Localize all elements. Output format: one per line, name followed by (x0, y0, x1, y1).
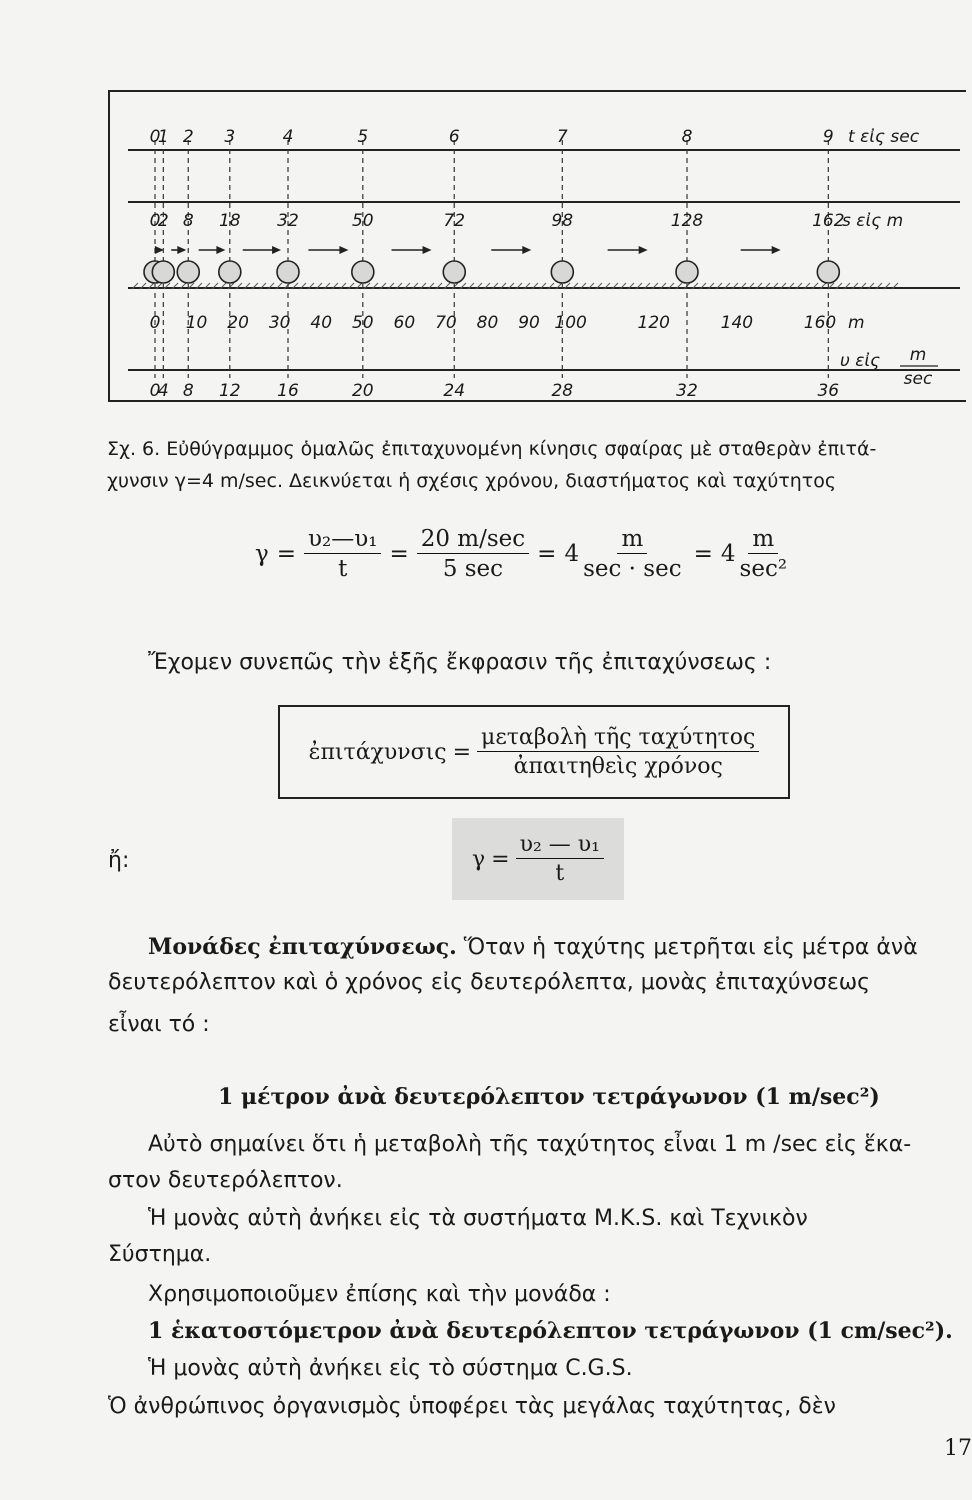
ruler-tick-label: 20 (227, 313, 249, 333)
distance-tick-label: 50 (351, 211, 374, 231)
equals-sign: = (452, 739, 472, 765)
time-tick-label: 0 (149, 127, 161, 147)
arrow-head (177, 246, 186, 254)
time-tick-label: 8 (681, 127, 693, 147)
sphere (219, 261, 241, 283)
ruler-tick-label: 140 (720, 313, 754, 333)
ruler-tick-label: 10 (185, 313, 208, 333)
acceleration-equation (255, 526, 791, 583)
page-number: 17 (944, 1436, 972, 1461)
fraction-numerator: 20 m/sec (417, 526, 529, 554)
fraction-numerator: υ₂—υ₁ (304, 526, 381, 554)
unit-cgs-definition: 1 ἑκατοστόμετρον ἀνὰ δευτερόλεπτον τετράγωνον (1 cm/sec²). (148, 1318, 953, 1344)
velocity-tick-label: 16 (277, 381, 299, 401)
equals-sign: = (276, 541, 297, 568)
ruler-unit-label: m (848, 313, 865, 333)
sphere (177, 261, 199, 283)
formula-numerator: υ₂ — υ₁ (516, 832, 604, 859)
ruler-tick-label: 50 (351, 313, 374, 333)
velocity-tick-label: 8 (182, 381, 194, 401)
sphere (152, 261, 174, 283)
mks-line-2: Σύστημα. (108, 1242, 212, 1267)
distance-tick-label: 72 (443, 211, 466, 231)
acceleration-formula-box (452, 818, 624, 900)
units-heading: Μονάδες ἐπιταχύνσεως. (148, 934, 457, 960)
units-paragraph-line-1 (148, 934, 918, 960)
meaning-line-1: Αὐτὸ σημαίνει ὅτι ἡ μεταβολὴ τῆς ταχύτητος εἶναι 1 m /sec εἰς ἕκα- (148, 1132, 912, 1157)
velocity-tick-label: 24 (443, 381, 466, 401)
arrow-head (423, 246, 432, 254)
velocity-tick-label: 4 (157, 381, 169, 401)
fraction-numerator: m (617, 526, 647, 554)
definition-numerator: μεταβολὴ τῆς ταχύτητος (477, 725, 759, 752)
time-tick-label: 2 (182, 127, 194, 147)
fraction-velocity-change (304, 526, 381, 583)
distance-tick-label: 8 (182, 211, 194, 231)
arrow-head (155, 246, 164, 254)
definition-lhs: ἐπιτάχυνσις (308, 739, 447, 765)
motion-figure (0, 0, 966, 410)
time-tick-label: 7 (556, 127, 568, 147)
ruler-tick-label: 80 (476, 313, 499, 333)
velocity-unit-prefix: υ εἰς (840, 351, 881, 371)
distance-tick-label: 98 (551, 211, 574, 231)
units-paragraph-line-3: εἶναι τό : (108, 1012, 210, 1037)
velocity-unit-numerator: m (909, 345, 927, 365)
equals-sign: = (389, 541, 409, 568)
velocity-tick-label: 0 (149, 381, 161, 401)
distance-tick-label: 2 (157, 211, 169, 231)
ruler-tick-label: 40 (310, 313, 333, 333)
time-tick-label: 4 (282, 127, 294, 147)
time-tick-label: 5 (357, 127, 369, 147)
arrow-head (272, 246, 281, 254)
intro-line: Ἔχομεν συνεπῶς τὴν ἑξῆς ἔκφρασιν τῆς ἐπιταχύνσεως : (148, 650, 772, 675)
velocity-unit-denominator: sec (903, 369, 933, 389)
distance-tick-label: 128 (670, 211, 704, 231)
sphere (817, 261, 839, 283)
fraction-denominator: sec² (739, 556, 788, 583)
fraction-numeric (417, 526, 529, 583)
units-line-1-text: Ὅταν ἡ ταχύτης μετρῆται εἰς μέτρα ἀνὰ (456, 935, 918, 960)
definition-denominator: ἀπαιτηθεὶς χρόνος (513, 754, 723, 779)
fraction-numerator: m (748, 526, 778, 554)
figure-caption-line-1: Σχ. 6. Εὐθύγραμμος ὁμαλῶς ἐπιταχυνομένη κίνησις σφαίρας μὲ σταθερὰν ἐπιτά- (107, 438, 877, 460)
ruler-tick-label: 0 (149, 313, 161, 333)
meaning-line-2: στον δευτερόλεπτον. (108, 1168, 343, 1193)
formula-fraction (516, 832, 604, 887)
figure-caption-line-2: χυνσιν γ=4 m/sec. Δεικνύεται ἡ σχέσις χρόνου, διαστήματος καὶ ταχύτητος (107, 470, 837, 492)
velocity-tick-label: 36 (817, 381, 840, 401)
cgs-line: Ἡ μονὰς αὐτὴ ἀνήκει εἰς τὸ σύστημα C.G.S. (148, 1356, 633, 1381)
fraction-unit-product (579, 526, 686, 583)
ruler-tick-label: 90 (518, 313, 540, 333)
coefficient: 4 (564, 541, 580, 568)
time-unit-label: t εἰς sec (848, 127, 920, 147)
velocity-tick-label: 28 (551, 381, 574, 401)
arrow-head (339, 246, 348, 254)
mks-line-1: Ἡ μονὰς αὐτὴ ἀνήκει εἰς τὰ συστήματα M.K.S. καὶ Τεχνικὸν (148, 1206, 808, 1231)
distance-tick-label: 18 (218, 211, 241, 231)
distance-tick-label: 0 (149, 211, 161, 231)
coefficient: 4 (720, 541, 736, 568)
arrow-head (522, 246, 531, 254)
sphere (352, 261, 374, 283)
arrow-head (639, 246, 648, 254)
ruler-tick-label: 30 (268, 313, 291, 333)
time-tick-label: 6 (448, 127, 460, 147)
time-tick-label: 1 (157, 127, 169, 147)
ruler-tick-label: 100 (554, 313, 587, 333)
also-line: Χρησιμοποιοῦμεν ἐπίσης καὶ τὴν μονάδα : (148, 1282, 611, 1307)
sphere (443, 261, 465, 283)
equals-sign: = (693, 541, 713, 568)
sphere (551, 261, 573, 283)
sphere (277, 261, 299, 283)
velocity-tick-label: 12 (218, 381, 241, 401)
fraction-denominator: 5 sec (442, 556, 504, 583)
fraction-denominator: t (338, 556, 348, 583)
velocity-tick-label: 32 (676, 381, 698, 401)
unit-mks-definition: 1 μέτρον ἀνὰ δευτερόλεπτον τετράγωνον (1 m/sec²) (218, 1084, 880, 1110)
time-tick-label: 9 (822, 127, 834, 147)
formula-lhs: γ (472, 846, 486, 872)
units-paragraph-line-2: δευτερόλεπτον καὶ ὁ χρόνος εἰς δευτερόλεπτα, μονὰς ἐπιταχύνσεως (108, 970, 871, 995)
arrow-head (216, 246, 225, 254)
distance-tick-label: 162 (812, 211, 845, 231)
equals-sign: = (491, 846, 510, 872)
definition-fraction (477, 725, 759, 780)
distance-tick-label: 32 (277, 211, 299, 231)
ruler-tick-label: 70 (435, 313, 457, 333)
ruler-tick-label: 60 (393, 313, 416, 333)
equation-lhs: γ (255, 541, 269, 568)
last-line: Ὁ ἀνθρώπινος ὀργανισμὸς ὑποφέρει τὰς μεγάλας ταχύτητας, δὲν (108, 1394, 836, 1419)
velocity-tick-label: 20 (351, 381, 374, 401)
distance-unit-label: s εἰς m (842, 211, 904, 231)
acceleration-definition-box (278, 705, 790, 799)
time-tick-label: 3 (224, 127, 236, 147)
fraction-unit-squared (736, 526, 792, 583)
ruler-tick-label: 120 (637, 313, 670, 333)
fraction-denominator: sec · sec (583, 556, 682, 583)
formula-denominator: t (555, 861, 565, 886)
ruler-tick-label: 160 (803, 313, 837, 333)
arrow-head (772, 246, 781, 254)
or-label: ἤ: (108, 848, 130, 873)
sphere (676, 261, 698, 283)
equals-sign: = (537, 541, 557, 568)
